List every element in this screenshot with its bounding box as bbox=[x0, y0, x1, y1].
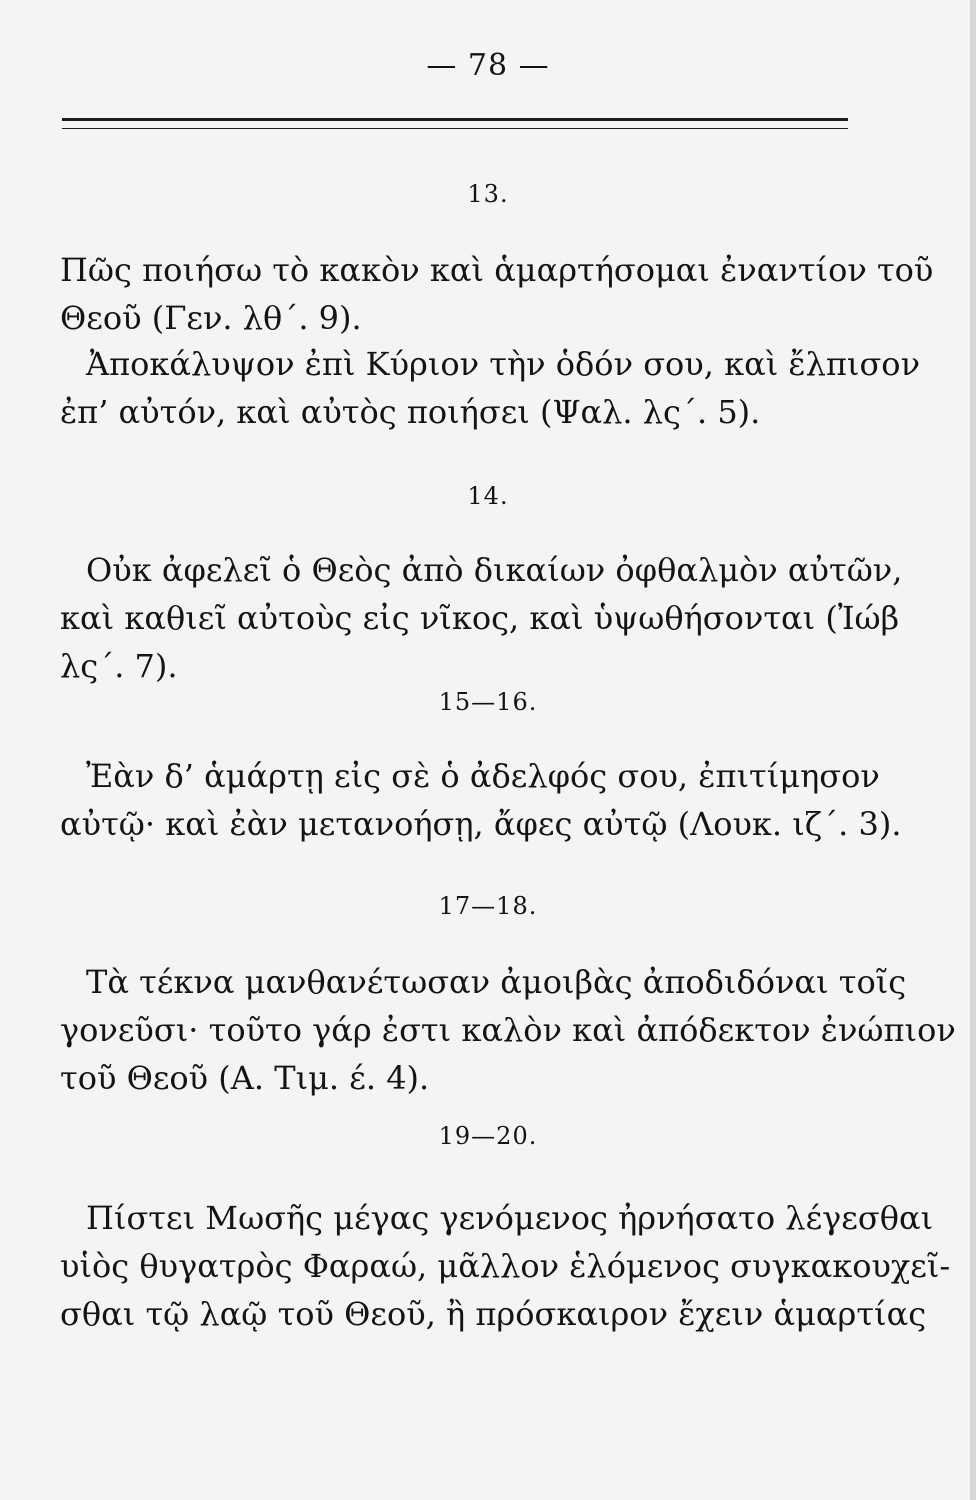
text-line: καὶ καθιεῖ αὐτοὺς εἰς νῖκος, καὶ ὑψωθήσονται (Ἰώβ bbox=[60, 599, 900, 637]
scripture-paragraph bbox=[60, 752, 902, 848]
text-line: γονεῦσι· τοῦτο γάρ ἐστι καλὸν καὶ ἀπόδεκτον ἐνώπιον bbox=[60, 1011, 956, 1049]
section-heading: 19—20. bbox=[438, 1122, 538, 1150]
section-heading: 15—16. bbox=[438, 688, 538, 716]
text-line: Ἐὰν δ’ ἁμάρτῃ εἰς σὲ ὁ ἀδελφός σου, ἐπιτίμησον bbox=[86, 757, 880, 795]
section-heading: 13. bbox=[467, 180, 509, 208]
section-heading: 17—18. bbox=[438, 892, 538, 920]
section-heading: 14. bbox=[467, 482, 509, 510]
text-line: σθαι τῷ λαῷ τοῦ Θεοῦ, ἢ πρόσκαιρον ἔχειν ἁμαρτίας bbox=[60, 1295, 927, 1333]
text-line: αὐτῷ· καὶ ἐὰν μετανοήσῃ, ἄφες αὐτῷ (Λουκ. ιζ΄. 3). bbox=[60, 805, 902, 843]
scripture-paragraph bbox=[60, 1194, 951, 1338]
scripture-paragraph bbox=[60, 340, 921, 436]
scripture-paragraph bbox=[60, 546, 903, 690]
text-line: Οὐκ ἀφελεῖ ὁ Θεὸς ἀπὸ δικαίων ὀφθαλμὸν αὐτῶν, bbox=[86, 551, 903, 589]
text-line: τοῦ Θεοῦ (Α. Τιμ. έ. 4). bbox=[60, 1059, 430, 1097]
text-line: Τὰ τέκνα μανθανέτωσαν ἀμοιβὰς ἀποδιδόναι τοῖς bbox=[86, 963, 907, 1001]
header-rule-thin bbox=[62, 128, 848, 129]
scripture-paragraph bbox=[60, 246, 934, 342]
text-line: Πῶς ποιήσω τὸ κακὸν καὶ ἁμαρτήσομαι ἐναντίον τοῦ bbox=[60, 251, 934, 289]
text-line: Θεοῦ (Γεν. λθ΄. 9). bbox=[60, 299, 362, 337]
text-line: λς΄. 7). bbox=[60, 647, 178, 685]
text-line: Πίστει Μωσῆς μέγας γενόμενος ἠρνήσατο λέγεσθαι bbox=[86, 1199, 934, 1237]
page-edge bbox=[970, 0, 976, 1500]
text-line: ἐπ’ αὐτόν, καὶ αὐτὸς ποιήσει (Ψαλ. λς΄. 5). bbox=[60, 393, 761, 431]
scripture-paragraph bbox=[60, 958, 956, 1102]
page-number: — 78 — bbox=[426, 48, 550, 83]
text-line: υἱὸς θυγατρὸς Φαραώ, μᾶλλον ἑλόμενος συγκακουχεῖ- bbox=[60, 1247, 951, 1285]
text-line: Ἀποκάλυψον ἐπὶ Κύριον τὴν ὁδόν σου, καὶ ἔλπισον bbox=[86, 345, 921, 383]
header-rule bbox=[62, 118, 848, 121]
